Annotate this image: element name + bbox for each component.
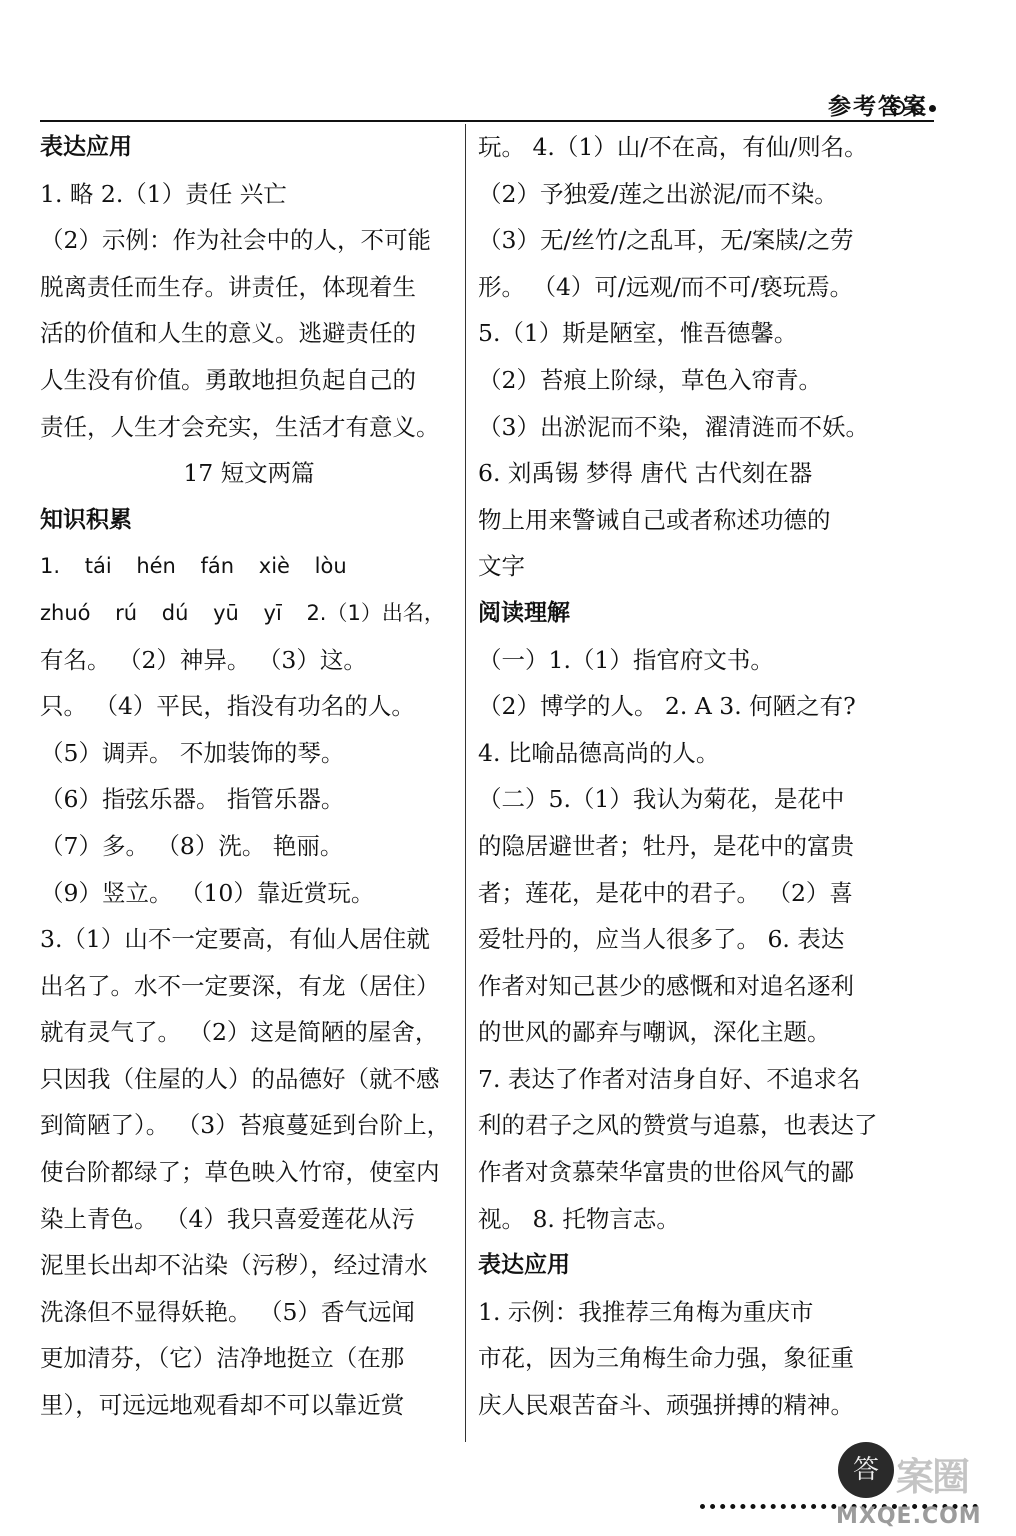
text-line: （2）予独爱/莲之出淤泥/而不染。 (478, 179, 838, 208)
left-column (40, 124, 458, 1429)
header-rule (40, 120, 934, 122)
text-line: 爱牡丹的，应当人很多了。 6. 表达 (478, 925, 845, 954)
section-heading: 知识积累 (40, 506, 132, 533)
text-line: （3）无/丝竹/之乱耳，无/案牍/之劳 (478, 226, 854, 255)
text-line: （2）示例：作为社会中的人，不可能 (40, 226, 431, 255)
text-line: 玩。 4.（1）山/不在高，有仙/则名。 (478, 133, 868, 161)
text-line: 文字 (478, 552, 525, 581)
text-line: 只。 （4）平民，指没有功名的人。 (40, 692, 415, 721)
text-line: 有名。 （2）神异。 （3）这。 (40, 645, 367, 674)
text-line: 就有灵气了。 （2）这是简陋的屋舍， (40, 1018, 439, 1047)
text-line: 4. 比喻品德高尚的人。 (478, 738, 720, 767)
text-line: 5.（1）斯是陋室，惟吾德馨。 (478, 319, 798, 348)
text-line: 形。 （4）可/远观/而不可/亵玩焉。 (478, 272, 854, 301)
text-line: 庆人民艰苦奋斗、顽强拼搏的精神。 (478, 1391, 854, 1420)
column-divider (465, 124, 466, 1442)
text-line: 作者对知己甚少的感慨和对追名逐利 (478, 971, 854, 1000)
text-line: 出名了。水不一定要深，有龙（居住） (40, 971, 440, 1000)
text-line: 的世风的鄙弃与嘲讽，深化主题。 (478, 1018, 831, 1047)
text-line: zhuó rú dú yū yī 2.（1）出名， (40, 600, 445, 625)
text-line: 视。 8. 托物言志。 (478, 1204, 680, 1233)
text-line: 7. 表达了作者对洁身自好、不追求名 (478, 1064, 861, 1093)
text-line: 使台阶都绿了；草色映入竹帘，使室内 (40, 1158, 440, 1187)
text-line: 只因我（住屋的人）的品德好（就不感 (40, 1064, 440, 1093)
text-line: 里），可远远地观看却不可以靠近赏 (40, 1391, 405, 1420)
site-watermark (836, 1440, 1004, 1530)
text-line: 1. 略 2.（1）责任 兴亡 (40, 179, 287, 208)
text-line: （5）调弄。 不加装饰的琴。 (40, 738, 345, 767)
text-line: 市花，因为三角梅生命力强，象征重 (478, 1344, 854, 1373)
section-heading: 阅读理解 (478, 599, 570, 626)
watermark-text: MXQE.COM (836, 1504, 982, 1529)
text-line: 染上青色。 （4）我只喜爱莲花从污 (40, 1204, 415, 1233)
text-line: 活的价值和人生的意义。逃避责任的 (40, 319, 416, 348)
text-line: 1. tái hén fán xiè lòu (40, 554, 347, 579)
header-title: 参考答案 (828, 93, 928, 120)
text-line: （2）博学的人。 2. A 3. 何陋之有? (478, 692, 856, 721)
text-line: 利的君子之风的赞赏与追慕，也表达了 (478, 1111, 878, 1140)
section-heading: 表达应用 (40, 134, 132, 160)
text-line: 人生没有价值。勇敢地担负起自己的 (40, 365, 416, 394)
text-line: 更加清芬，（它）洁净地挺立（在那 (40, 1344, 405, 1373)
text-line: 物上用来警诫自己或者称述功德的 (478, 505, 831, 534)
watermark-logo-icon: 答 (838, 1442, 894, 1498)
text-line: （2）苔痕上阶绿，草色入帘青。 (478, 365, 822, 394)
text-line: 洗涤但不显得妖艳。 （5）香气远闻 (40, 1297, 415, 1326)
text-line: 者；莲花，是花中的君子。 （2）喜 (478, 878, 853, 907)
lesson-title: 17 短文两篇 (183, 459, 315, 488)
watermark-stamp: 案圈 (896, 1455, 969, 1499)
text-line: 的隐居避世者；牡丹，是花中的富贵 (478, 831, 854, 860)
text-line: 1. 示例：我推荐三角梅为重庆市 (478, 1297, 814, 1326)
text-line: （一）1.（1）指官府文书。 (478, 645, 774, 674)
text-line: 责任，人生才会充实，生活才有意义。 (40, 412, 440, 441)
text-line: 到简陋了）。 （3）苔痕蔓延到台阶上， (40, 1111, 451, 1140)
right-column (478, 124, 918, 1429)
text-line: 泥里长出却不沾染（污秽），经过清水 (40, 1251, 428, 1280)
text-line: 脱离责任而生存。讲责任，体现着生 (40, 272, 416, 301)
text-line: （9）竖立。 （10）靠近赏玩。 (40, 878, 375, 907)
text-line: 3.（1）山不一定要高，有仙人居住就 (40, 925, 430, 954)
text-line: （6）指弦乐器。 指管乐器。 (40, 785, 345, 814)
text-line: （7）多。 （8）洗。 艳丽。 (40, 831, 344, 860)
text-line: 作者对贪慕荣华富贵的世俗风气的鄙 (478, 1158, 854, 1187)
text-line: 6. 刘禹锡 梦得 唐代 古代刻在器 (478, 459, 813, 488)
text-line: （3）出淤泥而不染，濯清涟而不妖。 (478, 412, 869, 441)
section-heading: 表达应用 (478, 1252, 570, 1279)
text-line: （二）5.（1）我认为菊花，是花中 (478, 785, 845, 814)
header-ornament-icon (890, 93, 936, 115)
